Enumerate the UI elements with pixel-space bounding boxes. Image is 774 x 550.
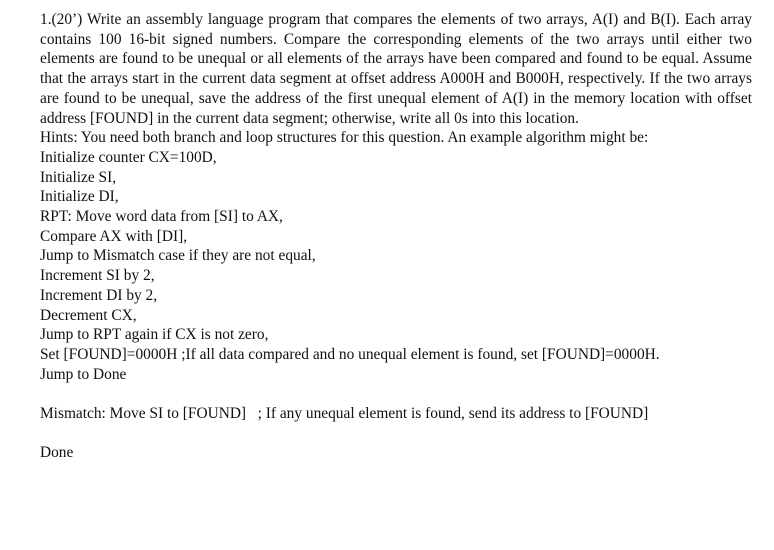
loop-step: Jump to Mismatch case if they are not equal, [40,247,316,265]
hint-text: Hints: You need both branch and loop structures for this question. An example algorithm might be: [40,129,649,147]
done-label: Done [40,444,74,462]
loop-step: Increment DI by 2, [40,286,158,304]
found-step: Set [FOUND]=0000H ;If all data compared and no unequal element is found, set [FOUND]=0000H. [40,345,660,363]
loop-step: Jump to RPT again if CX is not zero, [40,326,269,344]
found-steps [40,345,752,384]
loop-step: Decrement CX, [40,306,137,324]
loop-step: RPT: Move word data from [SI] to AX, [40,208,283,226]
init-steps [40,148,752,207]
init-step: Initialize DI, [40,188,119,206]
loop-steps [40,207,752,345]
init-step: Initialize SI, [40,168,117,186]
document-page [40,10,752,463]
found-step: Jump to Done [40,365,127,383]
loop-step: Increment SI by 2, [40,267,155,285]
question-text: 1.(20’) Write an assembly language program that compares the elements of two arrays, A(I) and B(I). Each array contains 100 16-bit signed numbers. Compare the corresponding elements of the two arrays until either two elements are found to be unequal or all elements of the arrays have been compared and found to be equal. Assume that the arrays start in the current data segment at offset address A000H and B000H, respectively. If the two arrays are found to be unequal, save the address of the first unequal element of A(I) in the memory location with offset address [FOUND] in the current data segment; otherwise, write all 0s into this location. [40,11,752,127]
mismatch-step: Mismatch: Move SI to [FOUND] ; If any unequal element is found, send its address to [FOUND] [40,405,649,423]
init-step: Initialize counter CX=100D, [40,148,217,166]
loop-step: Compare AX with [DI], [40,227,188,245]
